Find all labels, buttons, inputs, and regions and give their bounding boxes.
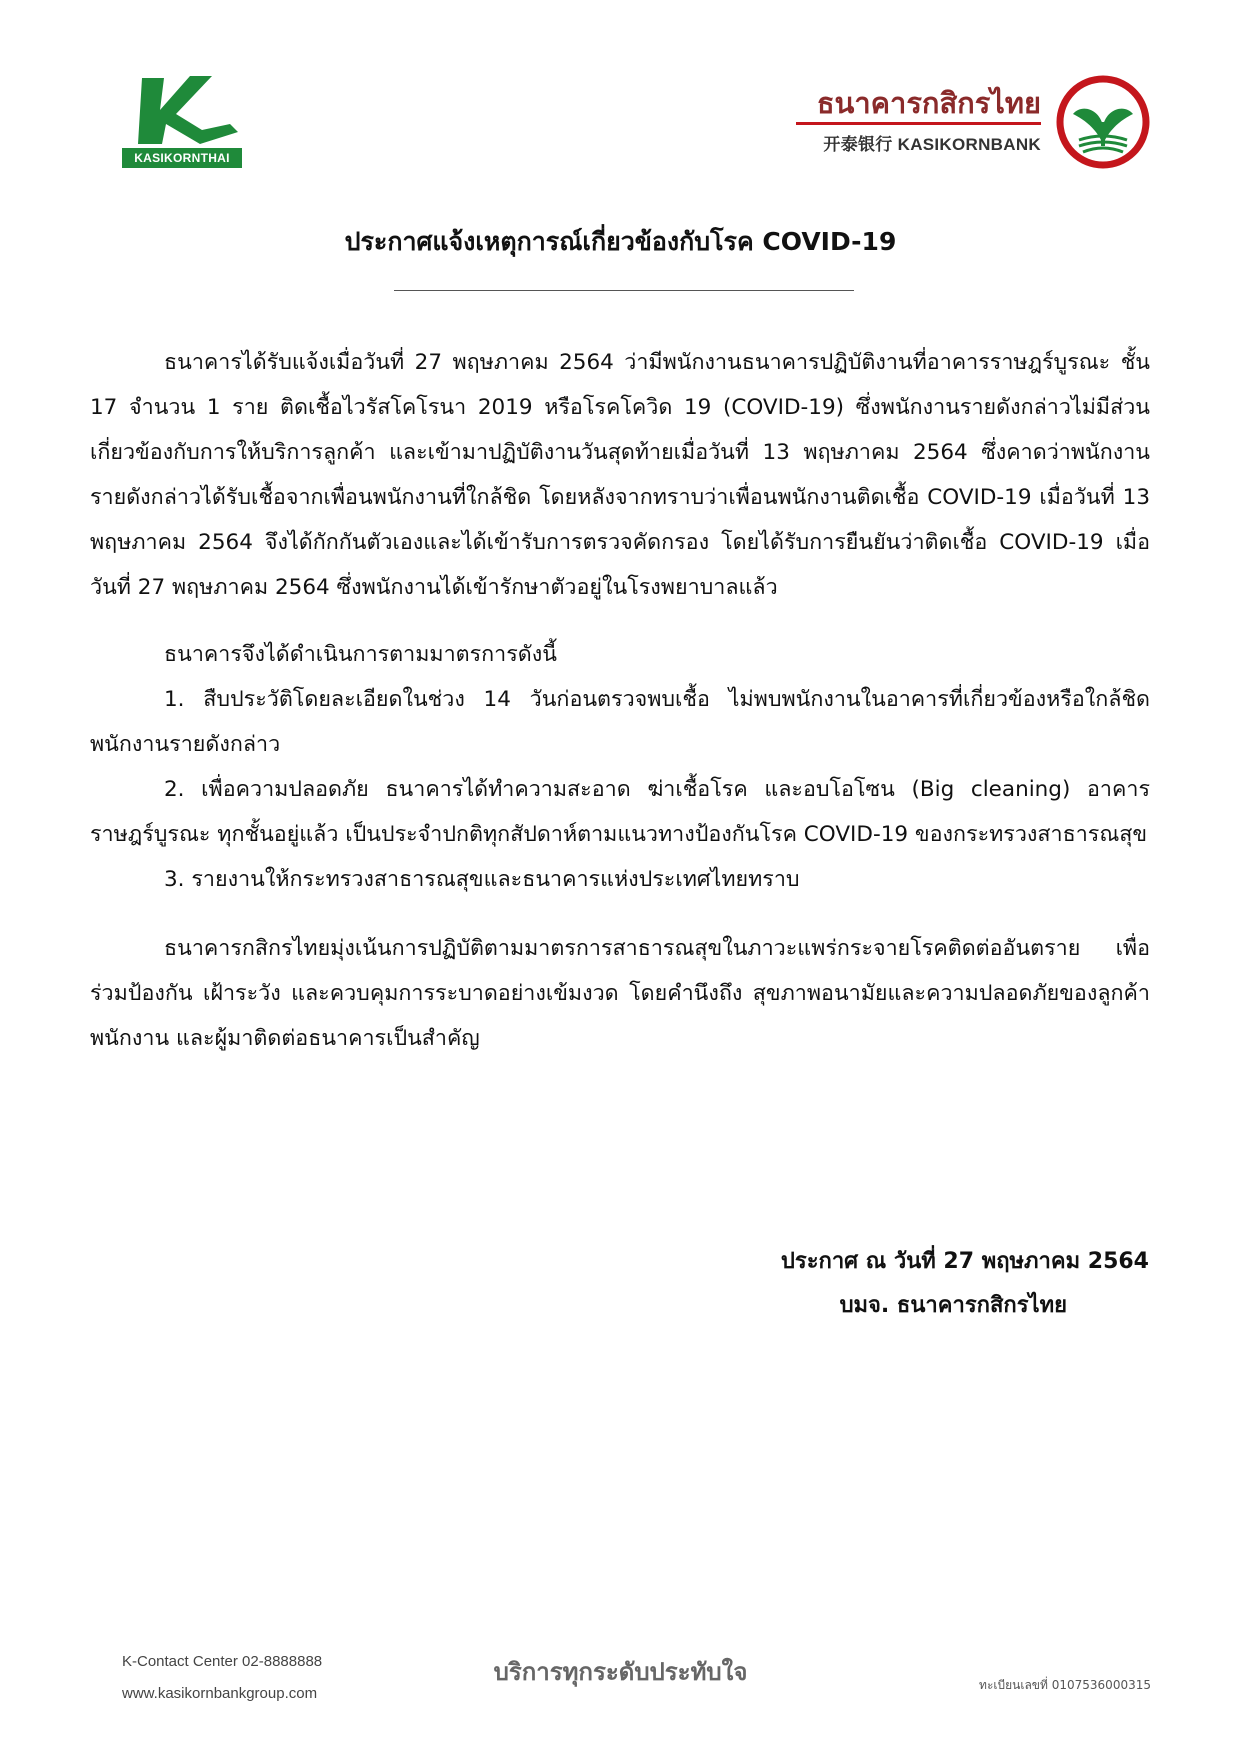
paragraph-closing: ธนาคารกสิกรไทยมุ่งเน้นการปฏิบัติตามมาตรการสาธารณสุขในภาวะแพร่กระจายโรคติดต่ออันตราย เพื่อร่วมป้องกัน เฝ้าระวัง และควบคุมการระบาดอย่างเข้มงวด โดยคำนึงถึง สุขภาพอนามัยและความปลอดภัยของลูกค้า พนักงาน และผู้มาติดต่อธนาคารเป็นสำคัญ <box>90 936 1150 1051</box>
kasikornthai-logo <box>120 74 244 168</box>
footer-contact-center: K-Contact Center 02-8888888 <box>122 1653 323 1670</box>
paragraph-incident: ธนาคารได้รับแจ้งเมื่อวันที่ 27 พฤษภาคม 2564 ว่ามีพนักงานธนาคารปฏิบัติงานที่อาคารราษฎร์บูรณะ ชั้น 17 จำนวน 1 ราย ติดเชื้อไวรัสโคโรนา 2019 หรือโรคโควิด 19 (COVID-19) ซึ่งพนักงานรายดังกล่าวไม่มีส่วนเกี่ยวข้องกับการให้บริการลูกค้า และเข้ามาปฏิบัติงานวันสุดท้ายเมื่อวันที่ 13 พฤษภาคม 2564 ซึ่งคาดว่าพนักงานรายดังกล่าวได้รับเชื้อจากเพื่อนพนักงานที่ใกล้ชิด โดยหลังจากทราบว่าเพื่อนพนักงานติดเชื้อ COVID-19 เมื่อวันที่ 13 พฤษภาคม 2564 จึงได้กักกันตัวเองและได้เข้ารับการตรวจคัดกรอง โดยได้รับการยืนยันว่าติดเชื้อ COVID-19 เมื่อวันที่ 27 พฤษภาคม 2564 ซึ่งพนักงานได้เข้ารักษาตัวอยู่ในโรงพยาบาลแล้ว <box>90 350 1150 600</box>
bank-name-thai: ธนาคารกสิกรไทย <box>816 86 1041 120</box>
footer-slogan: บริการทุกระดับประทับใจ <box>493 1658 748 1686</box>
announcement-title: ประกาศแจ้งเหตุการณ์เกี่ยวข้องกับโรค COVID-19 <box>344 227 897 256</box>
signature-date: ประกาศ ณ วันที่ 27 พฤษภาคม 2564 <box>780 1249 1149 1274</box>
rice-sprout-seal-icon <box>1055 74 1151 170</box>
kasikornbank-logo <box>771 74 1151 174</box>
measures-intro: ธนาคารจึงได้ดำเนินการตามมาตรการดังนี้ <box>164 642 557 667</box>
k-letter-icon <box>120 74 244 150</box>
measure-item-1: 1. สืบประวัติโดยละเอียดในช่วง 14 วันก่อนตรวจพบเชื้อ ไม่พบพนักงานในอาคารที่เกี่ยวข้องหรือใกล้ชิดพนักงานรายดังกล่าว <box>90 687 1150 757</box>
footer-website: www.kasikornbankgroup.com <box>122 1685 318 1702</box>
bank-name-english: 开泰银行 KASIKORNBANK <box>823 135 1041 154</box>
logo-divider <box>796 122 1041 125</box>
signature-block <box>781 1240 1149 1328</box>
measure-item-3: 3. รายงานให้กระทรวงสาธารณสุขและธนาคารแห่งประเทศไทยทราบ <box>164 867 800 892</box>
measure-item-2: 2. เพื่อความปลอดภัย ธนาคารได้ทำความสะอาด ฆ่าเชื้อโรค และอบโอโซน (Big cleaning) อาคารราษฎร์บูรณะ ทุกชั้นอยู่แล้ว เป็นประจำปกติทุกสัปดาห์ตามแนวทางป้องกันโรค COVID-19 ของกระทรวงสาธารณสุข <box>90 777 1150 847</box>
title-divider <box>394 290 854 291</box>
announcement-body <box>90 340 1150 1061</box>
signature-org: บมจ. ธนาคารกสิกรไทย <box>839 1293 1067 1318</box>
left-logo-label: KASIKORNTHAI <box>122 148 242 168</box>
footer-registration: ทะเบียนเลขที่ 0107536000315 <box>979 1678 1151 1692</box>
